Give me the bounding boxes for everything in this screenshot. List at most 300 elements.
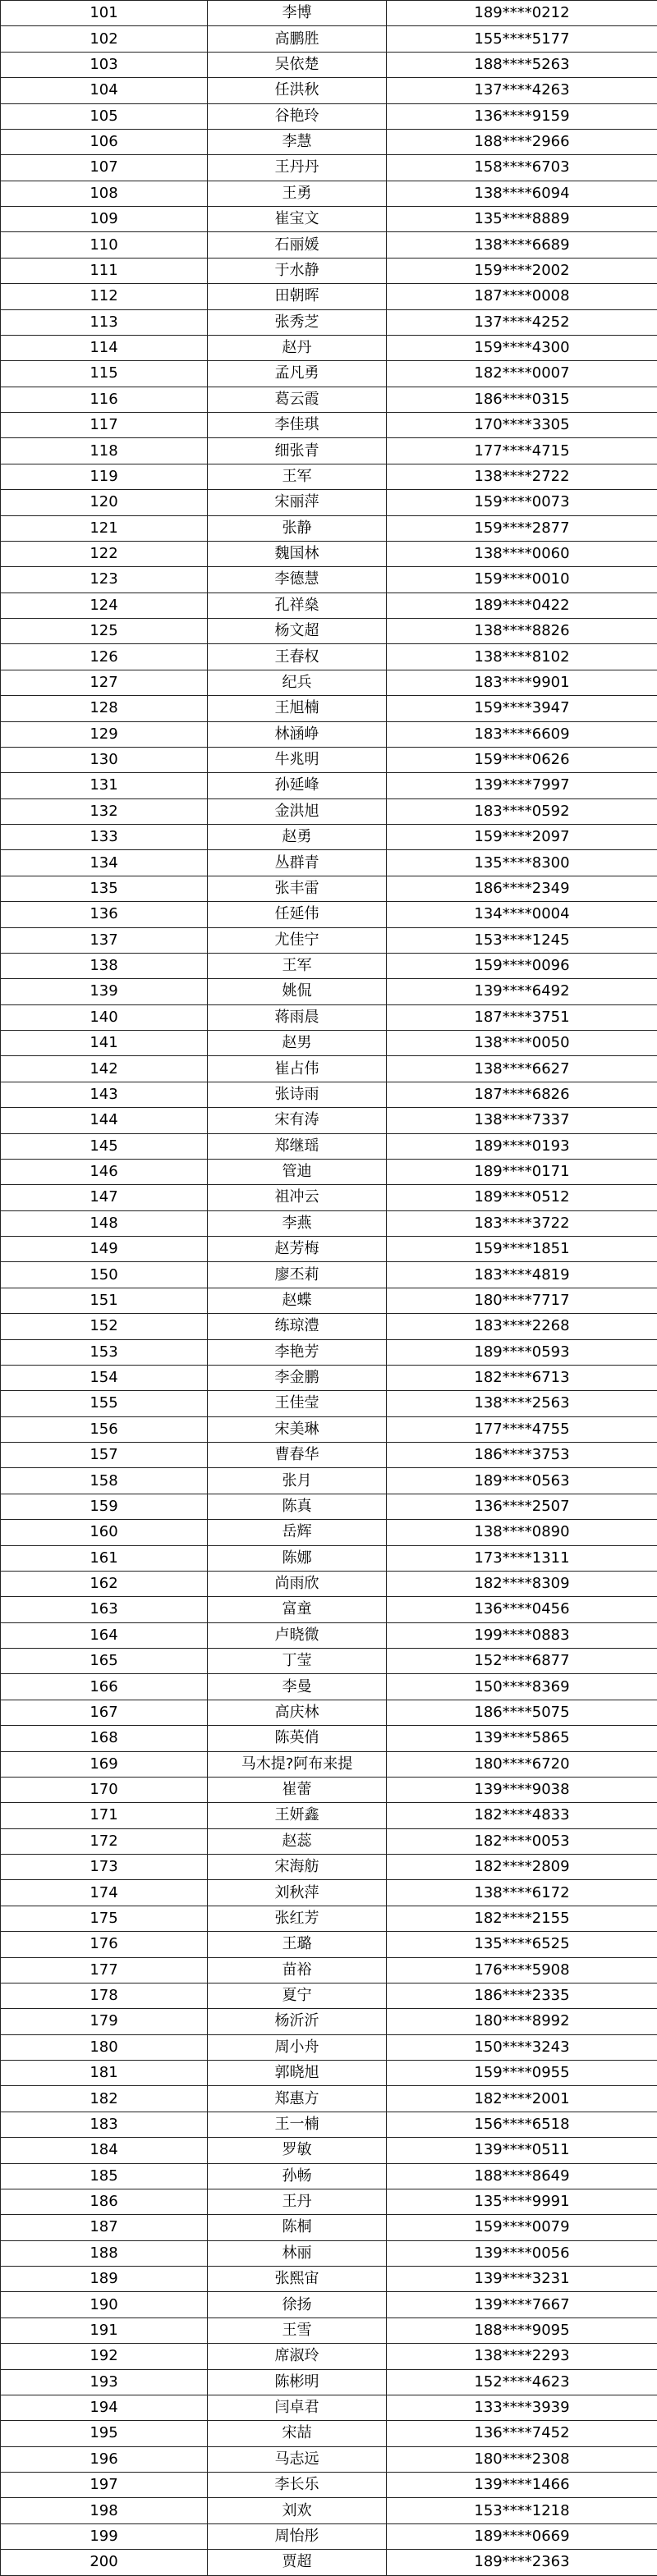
phone-cell: 186****2335 bbox=[387, 1983, 657, 2008]
phone-cell: 136****2507 bbox=[387, 1494, 657, 1519]
phone-cell: 189****0593 bbox=[387, 1339, 657, 1365]
name-cell: 纪兵 bbox=[208, 670, 387, 695]
name-cell: 牛兆明 bbox=[208, 747, 387, 772]
serial-number-cell: 105 bbox=[1, 103, 208, 129]
phone-cell: 135****9991 bbox=[387, 2189, 657, 2214]
serial-number-cell: 198 bbox=[1, 2498, 208, 2523]
serial-number-cell: 133 bbox=[1, 825, 208, 850]
table-row bbox=[1, 1520, 657, 1545]
serial-number-cell: 147 bbox=[1, 1185, 208, 1210]
name-cell: 刘秋萍 bbox=[208, 1880, 387, 1906]
serial-number-cell: 172 bbox=[1, 1828, 208, 1854]
phone-cell: 189****0212 bbox=[387, 1, 657, 26]
name-cell: 张丰雷 bbox=[208, 876, 387, 901]
phone-cell: 139****3231 bbox=[387, 2267, 657, 2292]
name-cell: 李博 bbox=[208, 1, 387, 26]
serial-number-cell: 104 bbox=[1, 78, 208, 103]
table-row bbox=[1, 1649, 657, 1674]
table-row bbox=[1, 1339, 657, 1365]
name-cell: 宋有涛 bbox=[208, 1108, 387, 1133]
table-row bbox=[1, 825, 657, 850]
phone-cell: 177****4755 bbox=[387, 1416, 657, 1442]
table-row bbox=[1, 129, 657, 154]
table-row bbox=[1, 1108, 657, 1133]
table-row bbox=[1, 1159, 657, 1184]
serial-number-cell: 200 bbox=[1, 2550, 208, 2575]
phone-cell: 152****4623 bbox=[387, 2369, 657, 2395]
phone-cell: 182****2155 bbox=[387, 1906, 657, 1931]
table-row bbox=[1, 644, 657, 670]
table-row bbox=[1, 1906, 657, 1931]
name-cell: 郭晓旭 bbox=[208, 2061, 387, 2086]
name-cell: 张秀芝 bbox=[208, 309, 387, 335]
serial-number-cell: 152 bbox=[1, 1314, 208, 1339]
name-cell: 闫卓君 bbox=[208, 2395, 387, 2420]
serial-number-cell: 195 bbox=[1, 2421, 208, 2446]
name-cell: 任延伟 bbox=[208, 902, 387, 927]
table-row bbox=[1, 850, 657, 876]
serial-number-cell: 107 bbox=[1, 155, 208, 181]
serial-number-cell: 113 bbox=[1, 309, 208, 335]
table-row bbox=[1, 696, 657, 721]
serial-number-cell: 129 bbox=[1, 721, 208, 747]
name-cell: 陈真 bbox=[208, 1494, 387, 1519]
phone-cell: 176****5908 bbox=[387, 1957, 657, 1983]
serial-number-cell: 122 bbox=[1, 541, 208, 566]
table-row bbox=[1, 2112, 657, 2137]
serial-number-cell: 193 bbox=[1, 2369, 208, 2395]
table-row bbox=[1, 1751, 657, 1777]
serial-number-cell: 162 bbox=[1, 1571, 208, 1596]
name-cell: 罗敏 bbox=[208, 2138, 387, 2163]
table-row bbox=[1, 2369, 657, 2395]
phone-cell: 155****5177 bbox=[387, 26, 657, 52]
name-cell: 王雪 bbox=[208, 2317, 387, 2343]
serial-number-cell: 126 bbox=[1, 644, 208, 670]
name-cell: 尤佳宁 bbox=[208, 927, 387, 953]
serial-number-cell: 114 bbox=[1, 335, 208, 360]
serial-number-cell: 186 bbox=[1, 2189, 208, 2214]
serial-number-cell: 116 bbox=[1, 387, 208, 412]
table-row bbox=[1, 2034, 657, 2060]
table-row bbox=[1, 78, 657, 103]
name-cell: 富童 bbox=[208, 1597, 387, 1622]
table-row bbox=[1, 798, 657, 824]
phone-cell: 182****6713 bbox=[387, 1365, 657, 1390]
serial-number-cell: 190 bbox=[1, 2292, 208, 2317]
table-row bbox=[1, 464, 657, 489]
name-cell: 孙畅 bbox=[208, 2163, 387, 2189]
serial-number-cell: 181 bbox=[1, 2061, 208, 2086]
serial-number-cell: 146 bbox=[1, 1159, 208, 1184]
phone-cell: 180****8992 bbox=[387, 2009, 657, 2034]
serial-number-cell: 124 bbox=[1, 593, 208, 618]
table-row bbox=[1, 1545, 657, 1571]
serial-number-cell: 130 bbox=[1, 747, 208, 772]
table-row bbox=[1, 1, 657, 26]
phone-cell: 137****4252 bbox=[387, 309, 657, 335]
phone-cell: 159****0626 bbox=[387, 747, 657, 772]
serial-number-cell: 102 bbox=[1, 26, 208, 52]
table-row bbox=[1, 515, 657, 541]
table-row bbox=[1, 1082, 657, 1107]
table-row bbox=[1, 1314, 657, 1339]
phone-cell: 199****0883 bbox=[387, 1622, 657, 1648]
table-row bbox=[1, 181, 657, 206]
phone-cell: 138****6172 bbox=[387, 1880, 657, 1906]
table-row bbox=[1, 541, 657, 566]
table-row bbox=[1, 1932, 657, 1957]
table-row bbox=[1, 2317, 657, 2343]
serial-number-cell: 171 bbox=[1, 1803, 208, 1828]
serial-number-cell: 159 bbox=[1, 1494, 208, 1519]
serial-number-cell: 184 bbox=[1, 2138, 208, 2163]
name-cell: 王丹丹 bbox=[208, 155, 387, 181]
serial-number-cell: 150 bbox=[1, 1262, 208, 1288]
table-row bbox=[1, 413, 657, 438]
phone-cell: 139****1466 bbox=[387, 2473, 657, 2498]
name-cell: 孙延峰 bbox=[208, 773, 387, 798]
phone-cell: 183****3722 bbox=[387, 1210, 657, 1236]
serial-number-cell: 174 bbox=[1, 1880, 208, 1906]
serial-number-cell: 173 bbox=[1, 1855, 208, 1880]
phone-cell: 159****0079 bbox=[387, 2215, 657, 2240]
name-cell: 王旭楠 bbox=[208, 696, 387, 721]
name-cell: 李慧 bbox=[208, 129, 387, 154]
phone-cell: 189****0193 bbox=[387, 1133, 657, 1159]
table-row bbox=[1, 670, 657, 695]
table-row bbox=[1, 1031, 657, 1056]
phone-cell: 189****2363 bbox=[387, 2550, 657, 2575]
phone-cell: 159****2097 bbox=[387, 825, 657, 850]
table-row bbox=[1, 1133, 657, 1159]
table-row bbox=[1, 2498, 657, 2523]
table-row bbox=[1, 284, 657, 309]
serial-number-cell: 142 bbox=[1, 1056, 208, 1082]
name-cell: 王佳莹 bbox=[208, 1391, 387, 1416]
name-cell: 王璐 bbox=[208, 1932, 387, 1957]
name-cell: 岳辉 bbox=[208, 1520, 387, 1545]
name-cell: 丛群青 bbox=[208, 850, 387, 876]
serial-number-cell: 119 bbox=[1, 464, 208, 489]
table-row bbox=[1, 1365, 657, 1390]
phone-cell: 138****0890 bbox=[387, 1520, 657, 1545]
table-row bbox=[1, 1494, 657, 1519]
phone-cell: 189****0422 bbox=[387, 593, 657, 618]
name-cell: 尚雨欣 bbox=[208, 1571, 387, 1596]
phone-cell: 158****6703 bbox=[387, 155, 657, 181]
serial-number-cell: 178 bbox=[1, 1983, 208, 2008]
table-row bbox=[1, 2446, 657, 2472]
name-cell: 葛云霞 bbox=[208, 387, 387, 412]
name-cell: 李长乐 bbox=[208, 2473, 387, 2498]
table-row bbox=[1, 1622, 657, 1648]
name-cell: 夏宁 bbox=[208, 1983, 387, 2008]
phone-cell: 139****7667 bbox=[387, 2292, 657, 2317]
table-row bbox=[1, 26, 657, 52]
table-row bbox=[1, 619, 657, 644]
name-cell: 宋丽萍 bbox=[208, 490, 387, 515]
table-row bbox=[1, 2395, 657, 2420]
table-row bbox=[1, 309, 657, 335]
serial-number-cell: 175 bbox=[1, 1906, 208, 1931]
table-row bbox=[1, 361, 657, 387]
phone-cell: 189****0512 bbox=[387, 1185, 657, 1210]
table-row bbox=[1, 1468, 657, 1494]
phone-cell: 159****2002 bbox=[387, 258, 657, 283]
name-cell: 崔蕾 bbox=[208, 1777, 387, 1802]
table-row bbox=[1, 1416, 657, 1442]
name-cell: 王军 bbox=[208, 953, 387, 978]
phone-cell: 138****0050 bbox=[387, 1031, 657, 1056]
table-row bbox=[1, 2163, 657, 2189]
serial-number-cell: 123 bbox=[1, 567, 208, 593]
serial-number-cell: 101 bbox=[1, 1, 208, 26]
name-cell: 练琼澧 bbox=[208, 1314, 387, 1339]
name-cell: 王妍鑫 bbox=[208, 1803, 387, 1828]
table-row bbox=[1, 335, 657, 360]
phone-cell: 183****0592 bbox=[387, 798, 657, 824]
phone-cell: 139****9038 bbox=[387, 1777, 657, 1802]
table-row bbox=[1, 1880, 657, 1906]
serial-number-cell: 134 bbox=[1, 850, 208, 876]
table-row bbox=[1, 2061, 657, 2086]
phone-cell: 159****2877 bbox=[387, 515, 657, 541]
phone-cell: 186****0315 bbox=[387, 387, 657, 412]
table-row bbox=[1, 1262, 657, 1288]
serial-number-cell: 112 bbox=[1, 284, 208, 309]
table-row bbox=[1, 2189, 657, 2214]
table-row bbox=[1, 490, 657, 515]
phone-cell: 136****0456 bbox=[387, 1597, 657, 1622]
table-row bbox=[1, 1777, 657, 1802]
serial-number-cell: 140 bbox=[1, 1004, 208, 1030]
phone-cell: 183****2268 bbox=[387, 1314, 657, 1339]
name-cell: 赵男 bbox=[208, 1031, 387, 1056]
table-row bbox=[1, 1237, 657, 1262]
serial-number-cell: 155 bbox=[1, 1391, 208, 1416]
table-row bbox=[1, 1443, 657, 1468]
phone-cell: 183****9901 bbox=[387, 670, 657, 695]
phone-cell: 183****4819 bbox=[387, 1262, 657, 1288]
phone-cell: 177****4715 bbox=[387, 438, 657, 464]
serial-number-cell: 154 bbox=[1, 1365, 208, 1390]
serial-number-cell: 120 bbox=[1, 490, 208, 515]
phone-cell: 187****3751 bbox=[387, 1004, 657, 1030]
serial-number-cell: 131 bbox=[1, 773, 208, 798]
winner-list-body bbox=[1, 1, 657, 2576]
name-cell: 吴依楚 bbox=[208, 52, 387, 77]
serial-number-cell: 132 bbox=[1, 798, 208, 824]
serial-number-cell: 153 bbox=[1, 1339, 208, 1365]
phone-cell: 159****1851 bbox=[387, 1237, 657, 1262]
phone-cell: 135****8889 bbox=[387, 207, 657, 232]
table-row bbox=[1, 2138, 657, 2163]
name-cell: 王一楠 bbox=[208, 2112, 387, 2137]
name-cell: 席淑玲 bbox=[208, 2344, 387, 2369]
table-row bbox=[1, 927, 657, 953]
table-row bbox=[1, 593, 657, 618]
table-row bbox=[1, 1700, 657, 1725]
serial-number-cell: 161 bbox=[1, 1545, 208, 1571]
phone-cell: 159****3947 bbox=[387, 696, 657, 721]
serial-number-cell: 197 bbox=[1, 2473, 208, 2498]
phone-cell: 173****1311 bbox=[387, 1545, 657, 1571]
name-cell: 杨沂沂 bbox=[208, 2009, 387, 2034]
name-cell: 徐扬 bbox=[208, 2292, 387, 2317]
serial-number-cell: 170 bbox=[1, 1777, 208, 1802]
phone-cell: 159****0096 bbox=[387, 953, 657, 978]
name-cell: 王军 bbox=[208, 464, 387, 489]
table-row bbox=[1, 1004, 657, 1030]
name-cell: 谷艳玲 bbox=[208, 103, 387, 129]
phone-cell: 137****4263 bbox=[387, 78, 657, 103]
name-cell: 林涵峥 bbox=[208, 721, 387, 747]
table-row bbox=[1, 1855, 657, 1880]
serial-number-cell: 167 bbox=[1, 1700, 208, 1725]
name-cell: 丁莹 bbox=[208, 1649, 387, 1674]
serial-number-cell: 165 bbox=[1, 1649, 208, 1674]
table-row bbox=[1, 1674, 657, 1700]
serial-number-cell: 160 bbox=[1, 1520, 208, 1545]
table-row bbox=[1, 2292, 657, 2317]
table-row bbox=[1, 2421, 657, 2446]
serial-number-cell: 166 bbox=[1, 1674, 208, 1700]
serial-number-cell: 188 bbox=[1, 2240, 208, 2266]
serial-number-cell: 138 bbox=[1, 953, 208, 978]
name-cell: 苗裕 bbox=[208, 1957, 387, 1983]
phone-cell: 180****2308 bbox=[387, 2446, 657, 2472]
phone-cell: 186****3753 bbox=[387, 1443, 657, 1468]
serial-number-cell: 196 bbox=[1, 2446, 208, 2472]
table-row bbox=[1, 2550, 657, 2575]
name-cell: 李金鹏 bbox=[208, 1365, 387, 1390]
phone-cell: 138****6094 bbox=[387, 181, 657, 206]
serial-number-cell: 143 bbox=[1, 1082, 208, 1107]
phone-cell: 139****5865 bbox=[387, 1726, 657, 1751]
table-row bbox=[1, 773, 657, 798]
phone-cell: 187****6826 bbox=[387, 1082, 657, 1107]
table-row bbox=[1, 747, 657, 772]
phone-cell: 152****6877 bbox=[387, 1649, 657, 1674]
serial-number-cell: 169 bbox=[1, 1751, 208, 1777]
name-cell: 陈英俏 bbox=[208, 1726, 387, 1751]
table-row bbox=[1, 876, 657, 901]
phone-cell: 189****0669 bbox=[387, 2523, 657, 2549]
table-row bbox=[1, 902, 657, 927]
table-row bbox=[1, 1803, 657, 1828]
phone-cell: 150****8369 bbox=[387, 1674, 657, 1700]
name-cell: 赵蕊 bbox=[208, 1828, 387, 1854]
phone-cell: 180****6720 bbox=[387, 1751, 657, 1777]
table-row bbox=[1, 2344, 657, 2369]
phone-cell: 153****1218 bbox=[387, 2498, 657, 2523]
serial-number-cell: 185 bbox=[1, 2163, 208, 2189]
name-cell: 廖丕莉 bbox=[208, 1262, 387, 1288]
table-row bbox=[1, 1185, 657, 1210]
name-cell: 张诗雨 bbox=[208, 1082, 387, 1107]
name-cell: 周怡彤 bbox=[208, 2523, 387, 2549]
name-cell: 宋喆 bbox=[208, 2421, 387, 2446]
table-row bbox=[1, 721, 657, 747]
phone-cell: 187****0008 bbox=[387, 284, 657, 309]
table-row bbox=[1, 1210, 657, 1236]
table-row bbox=[1, 2215, 657, 2240]
name-cell: 马志远 bbox=[208, 2446, 387, 2472]
serial-number-cell: 183 bbox=[1, 2112, 208, 2137]
table-row bbox=[1, 2267, 657, 2292]
phone-cell: 182****2809 bbox=[387, 1855, 657, 1880]
table-row bbox=[1, 2523, 657, 2549]
serial-number-cell: 180 bbox=[1, 2034, 208, 2060]
table-row bbox=[1, 155, 657, 181]
phone-cell: 180****7717 bbox=[387, 1288, 657, 1313]
name-cell: 曹春华 bbox=[208, 1443, 387, 1468]
serial-number-cell: 148 bbox=[1, 1210, 208, 1236]
serial-number-cell: 103 bbox=[1, 52, 208, 77]
serial-number-cell: 168 bbox=[1, 1726, 208, 1751]
name-cell: 祖冲云 bbox=[208, 1185, 387, 1210]
serial-number-cell: 115 bbox=[1, 361, 208, 387]
serial-number-cell: 106 bbox=[1, 129, 208, 154]
name-cell: 王丹 bbox=[208, 2189, 387, 2214]
table-row bbox=[1, 1056, 657, 1082]
serial-number-cell: 194 bbox=[1, 2395, 208, 2420]
table-row bbox=[1, 1957, 657, 1983]
name-cell: 高鹏胜 bbox=[208, 26, 387, 52]
phone-cell: 138****8826 bbox=[387, 619, 657, 644]
phone-cell: 139****0056 bbox=[387, 2240, 657, 2266]
phone-cell: 134****0004 bbox=[387, 902, 657, 927]
name-cell: 陈娜 bbox=[208, 1545, 387, 1571]
serial-number-cell: 163 bbox=[1, 1597, 208, 1622]
serial-number-cell: 137 bbox=[1, 927, 208, 953]
phone-cell: 135****8300 bbox=[387, 850, 657, 876]
name-cell: 任洪秋 bbox=[208, 78, 387, 103]
phone-cell: 170****3305 bbox=[387, 413, 657, 438]
table-row bbox=[1, 567, 657, 593]
table-row bbox=[1, 2086, 657, 2112]
phone-cell: 138****2722 bbox=[387, 464, 657, 489]
name-cell: 李燕 bbox=[208, 1210, 387, 1236]
name-cell: 蒋雨晨 bbox=[208, 1004, 387, 1030]
name-cell: 郑继瑶 bbox=[208, 1133, 387, 1159]
serial-number-cell: 151 bbox=[1, 1288, 208, 1313]
table-row bbox=[1, 953, 657, 978]
serial-number-cell: 127 bbox=[1, 670, 208, 695]
serial-number-cell: 108 bbox=[1, 181, 208, 206]
serial-number-cell: 156 bbox=[1, 1416, 208, 1442]
serial-number-cell: 135 bbox=[1, 876, 208, 901]
name-cell: 刘欢 bbox=[208, 2498, 387, 2523]
name-cell: 张静 bbox=[208, 515, 387, 541]
serial-number-cell: 164 bbox=[1, 1622, 208, 1648]
phone-cell: 159****0955 bbox=[387, 2061, 657, 2086]
table-row bbox=[1, 979, 657, 1004]
table-row bbox=[1, 258, 657, 283]
table-row bbox=[1, 1597, 657, 1622]
name-cell: 田朝晖 bbox=[208, 284, 387, 309]
name-cell: 姚侃 bbox=[208, 979, 387, 1004]
phone-cell: 136****9159 bbox=[387, 103, 657, 129]
phone-cell: 138****6627 bbox=[387, 1056, 657, 1082]
serial-number-cell: 139 bbox=[1, 979, 208, 1004]
phone-cell: 188****2966 bbox=[387, 129, 657, 154]
name-cell: 张月 bbox=[208, 1468, 387, 1494]
table-row bbox=[1, 1571, 657, 1596]
name-cell: 高庆林 bbox=[208, 1700, 387, 1725]
serial-number-cell: 141 bbox=[1, 1031, 208, 1056]
